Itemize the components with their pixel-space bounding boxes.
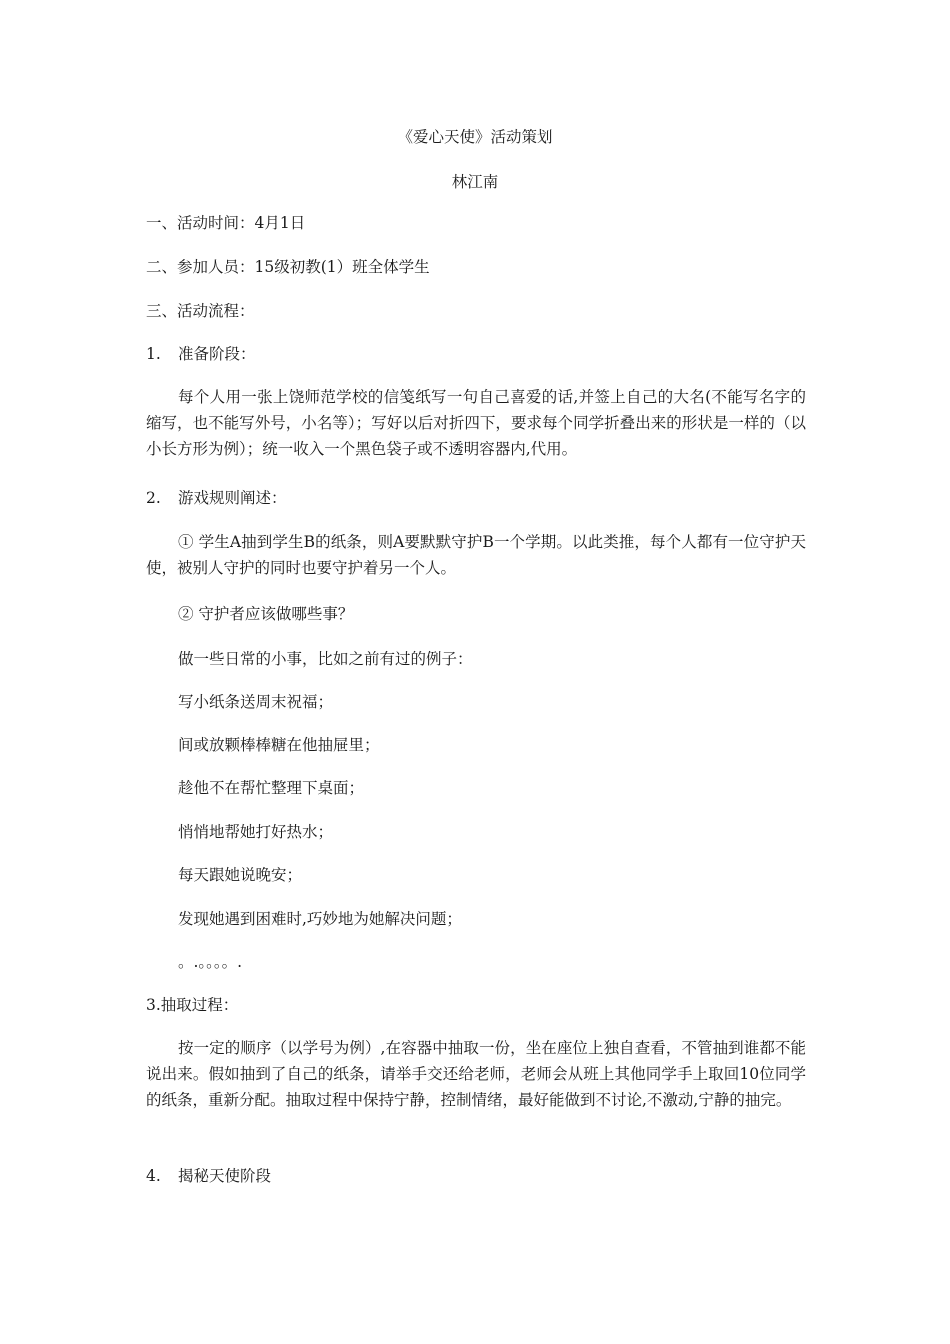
step2-label: 游戏规则阐述： [178, 489, 287, 507]
step4-number: 4. [146, 1167, 161, 1185]
example-item: 趁他不在帮忙整理下桌面； [178, 779, 365, 797]
document-author: 林江南 [451, 173, 499, 191]
activity-process-heading: 三、活动流程： [146, 302, 255, 320]
step1-heading [146, 343, 806, 365]
step3-paragraph: 按一定的顺序（以学号为例）,在容器中抽取一份，坐在座位上独自查看，不管抽到谁都不能说出来。假如抽到了自己的纸条，请举手交还给老师，老师会从班上其他同学手上取回10位同学的纸条，重新分配。抽取过程中保持宁静，控制情绪，最好能做到不讨论,不激动,宁静的抽完。 [146, 1039, 806, 1109]
step1-number: 1. [146, 345, 161, 363]
step1-label: 准备阶段： [178, 345, 256, 363]
document-title: 《爱心天使》活动策划 [397, 128, 553, 146]
step2-heading [146, 487, 806, 509]
participants: 二、参加人员：15级初教(1）班全体学生 [146, 258, 430, 276]
step2-number: 2. [146, 489, 161, 507]
rule-2: ② 守护者应该做哪些事？ [178, 605, 354, 623]
example-item: 每天跟她说晚安； [178, 866, 303, 884]
example-item: 发现她遇到困难时,巧妙地为她解决问题； [178, 910, 462, 928]
activity-time: 一、活动时间：4月1日 [146, 214, 306, 232]
step4-label: 揭秘天使阶段 [178, 1167, 272, 1185]
step3-heading: 3.抽取过程： [146, 996, 239, 1014]
example-item: 间或放颗棒棒糖在他抽屉里； [178, 736, 380, 754]
example-item: 写小纸条送周末祝福； [178, 693, 334, 711]
example-item: 悄悄地帮她打好热水； [178, 823, 334, 841]
rule-1: ① 学生A抽到学生B的纸条，则A要默默守护B一个学期。以此类推，每个人都有一位守护天使，被别人守护的同时也要守护着另一个人。 [146, 533, 806, 577]
step4-heading [146, 1165, 806, 1187]
example-intro: 做一些日常的小事，比如之前有过的例子： [178, 650, 473, 668]
example-ellipsis: 。.。。。。. [178, 953, 243, 971]
step1-paragraph: 每个人用一张上饶师范学校的信笺纸写一句自己喜爱的话,并签上自己的大名(不能写名字的缩写，也不能写外号，小名等）；写好以后对折四下，要求每个同学折叠出来的形状是一样的（以小长方形为例）；统一收入一个黑色袋子或不透明容器内,代用。 [146, 388, 806, 458]
